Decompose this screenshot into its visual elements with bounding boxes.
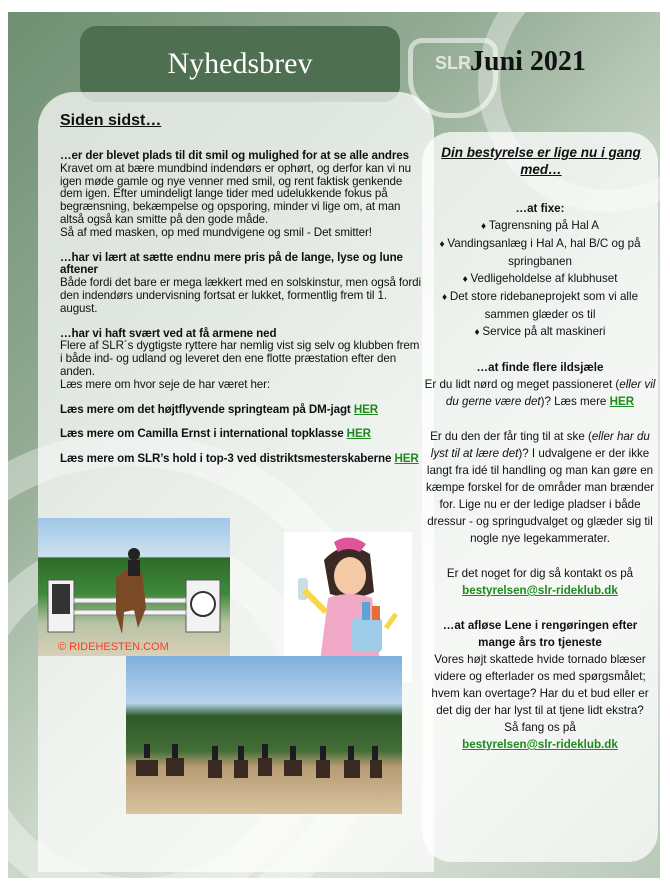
news-item-body: Flere af SLR´s dygtigste ryttere har nemlig vist sig selv og klubben frem i både ind- og udland og leveret den ene flotte præstation efter den anden. — [60, 339, 420, 378]
news-item-body: Kravet om at bære mundbind indendørs er ophørt, og derfor kan vi nu igen møde gamle og nye venner med smil, og rent faktisk genkende dem igen. Efter umindeligt lange tider med udelukkende fokus på begrænsning, bekæmpelse og opsporing, minder vi lige om, at man altså også kan smitte på den gode måde. — [60, 161, 411, 226]
riders-team-photo — [126, 656, 402, 814]
news-item-heading: …har vi haft svært ved at få armene ned — [60, 326, 277, 340]
volunteer-text: Er du den der får ting til at ske (eller har du lyst til at lære det)? I udvalgene er der ikke langt fra idé til handling og man kan gøre en kæmpe forskel for de områder man brænder for. Lige nu er der ledige pladser i både dressur - og springudvalget og glæder sig til nogle nye legekammerater. — [425, 430, 655, 545]
board-email-link[interactable]: bestyrelsen@slr-rideklub.dk — [462, 738, 618, 751]
souls-heading: …at finde flere ildsjæle — [476, 361, 604, 374]
news-item-heading: …har vi lært at sætte endnu mere pris på de lange, lyse og lune aftener — [60, 250, 403, 277]
fix-list — [424, 217, 656, 341]
riders-illustration — [126, 656, 402, 814]
cleaning-text: Vores højt skattede hvide tornado blæser videre og efterlader os med spørgsmålet; hvem kan overtage? Har du et bud eller er det dig der har lyst til at tjene lidt ekstra? — [431, 653, 649, 717]
issue-date: Juni 2021 — [470, 46, 586, 77]
club-seal-watermark: SLR — [408, 38, 498, 118]
news-item — [60, 328, 422, 392]
main-article — [60, 150, 422, 478]
read-more-line: Læs mere om Camilla Ernst i international topklasse HER — [60, 427, 371, 441]
news-item — [60, 252, 422, 316]
news-item-body: Læs mere om hvor seje de har været her: — [60, 377, 271, 391]
fix-list-item: ♦ Service på alt maskineri — [424, 323, 656, 341]
photo-watermark: © RIDEHESTEN.COM — [58, 641, 169, 653]
board-section — [424, 200, 656, 753]
section-heading: Siden sidst… — [60, 112, 162, 129]
news-item-body: Både fordi det bare er mega lækkert med en solskinstur, men også fordi den indendørs undervisning fortsat er lukket, formentlig frem til 1. august. — [60, 276, 421, 315]
show-jumping-photo — [38, 518, 230, 656]
read-more-link[interactable]: HER — [346, 427, 371, 441]
read-more-link[interactable]: HER — [394, 452, 419, 466]
cleaning-heading: …at afløse Lene i rengøringen efter mange års tro tjeneste — [442, 619, 638, 649]
fix-list-item: ♦ Vedligeholdelse af klubhuset — [424, 270, 656, 288]
news-item-body: Så af med masken, op med mundvigene og smil - Det smitter! — [60, 225, 372, 239]
souls-text: Er du lidt nørd og meget passioneret (eller vil du gerne være det)? Læs mere HER — [424, 378, 656, 408]
news-item — [60, 150, 422, 240]
souls-read-more-link[interactable]: HER — [609, 395, 635, 408]
fix-heading: …at fixe: — [515, 202, 565, 215]
contact-text: Er det noget for dig så kontakt os på — [446, 567, 634, 580]
board-email-link[interactable]: bestyrelsen@slr-rideklub.dk — [462, 584, 618, 597]
news-item-heading: …er der blevet plads til dit smil og mulighed for at se alle andres — [60, 149, 409, 162]
fix-list-item: ♦ Vandingsanlæg i Hal A, hal B/C og på springbanen — [424, 235, 656, 270]
read-more-line: Læs mere om SLR’s hold i top-3 ved distriktsmesterskaberne HER — [60, 452, 419, 466]
cleaning-contact: Så fang os på — [504, 721, 576, 734]
fix-list-item: ♦ Det store ridebaneprojekt som vi alle sammen glæder os til — [424, 288, 656, 323]
newsletter-title: Nyhedsbrev — [80, 26, 400, 102]
fix-list-item: ♦ Tagrensning på Hal A — [424, 217, 656, 235]
show-jumping-illustration — [38, 518, 230, 656]
board-heading: Din bestyrelse er lige nu i gang med… — [441, 145, 641, 177]
read-more-link[interactable]: HER — [353, 402, 379, 416]
read-more-line: Læs mere om det højtflyvende springteam på DM-jagt HER — [60, 402, 379, 416]
